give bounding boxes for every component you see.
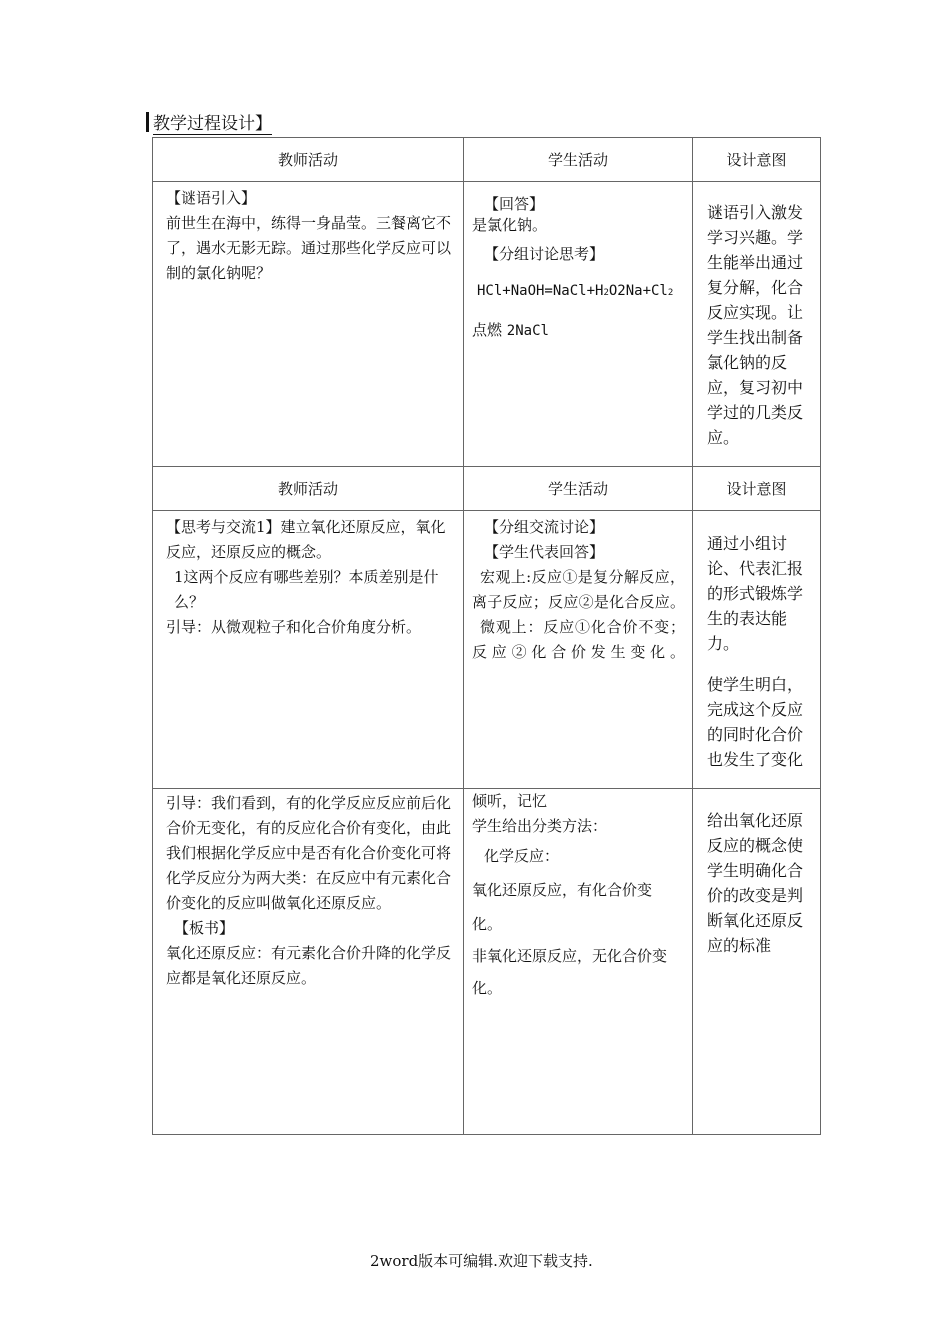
design-intent-cell bbox=[693, 182, 821, 467]
intent-text: 通过小组讨论、代表汇报的形式锻炼学生的表达能力。 bbox=[707, 534, 804, 653]
chemical-reaction-label: 化学反应： bbox=[484, 847, 560, 865]
riddle-label: 【谜语引入】 bbox=[166, 189, 257, 207]
header-design-intent: 设计意图 bbox=[693, 138, 821, 182]
table-row bbox=[153, 511, 821, 789]
ignite-text: 点燃 bbox=[472, 321, 503, 339]
equation-subscript-a: 2 bbox=[603, 288, 609, 298]
section-heading bbox=[146, 112, 272, 135]
header-student-activity: 学生活动 bbox=[464, 138, 693, 182]
design-intent-cell bbox=[693, 789, 821, 1135]
board-label: 【板书】 bbox=[174, 919, 235, 937]
non-redox-line-end: 化。 bbox=[472, 979, 503, 997]
table-row bbox=[153, 182, 821, 467]
guide-text: 引导：从微观粒子和化合价角度分析。 bbox=[166, 618, 422, 636]
guide-text: 引导：我们看到，有的化学反应反应前后化合价无变化，有的反应化合价有变化，由此我们根据化学反应中是否有化合价变化可将化学反应分为两大类：在反应中有元素化合价变化的反应叫做氧化还原反应。 bbox=[166, 794, 452, 912]
heading-bar bbox=[146, 112, 149, 132]
board-text: 氧化还原反应：有元素化合价升降的化学反应都是氧化还原反应。 bbox=[166, 944, 452, 987]
header-student-activity: 学生活动 bbox=[464, 467, 693, 511]
intent-text: 给出氧化还原反应的概念使学生明确化合价的改变是判断氧化还原反应的标准 bbox=[707, 811, 804, 955]
group-discussion-label: 【分组交流讨论】 bbox=[484, 518, 605, 536]
intent-text: 使学生明白，完成这个反应的同时化合价也发生了变化 bbox=[707, 675, 804, 769]
heading-text: 教学过程设计】 bbox=[153, 114, 272, 134]
non-redox-line: 非氧化还原反应，无化合价变 bbox=[472, 947, 668, 965]
page-footer: 2word版本可编辑.欢迎下载支持. bbox=[370, 1252, 593, 1270]
teacher-activity-cell bbox=[153, 511, 464, 789]
header-teacher-activity: 教师活动 bbox=[153, 467, 464, 511]
ignition-line bbox=[472, 318, 685, 344]
product-formula: 2NaCl bbox=[506, 323, 549, 339]
redox-line-end: 化。 bbox=[472, 915, 503, 933]
question-text: 1这两个反应有哪些差别？本质差别是什么？ bbox=[174, 568, 439, 611]
reaction-equation bbox=[472, 279, 685, 306]
answer-text: 是氯化钠。 bbox=[472, 216, 548, 234]
header-design-intent: 设计意图 bbox=[693, 467, 821, 511]
header-teacher-activity: 教师活动 bbox=[153, 138, 464, 182]
design-intent-cell bbox=[693, 511, 821, 789]
table-header-row bbox=[153, 467, 821, 511]
lesson-process-table bbox=[152, 137, 821, 1135]
teacher-activity-cell bbox=[153, 789, 464, 1135]
micro-view-text: 微观上：反应①化合价不变；反应②化合价发生变化。 bbox=[472, 618, 685, 661]
teacher-activity-cell bbox=[153, 182, 464, 467]
equation-part-b: O2Na+Cl bbox=[608, 283, 668, 299]
think-exchange-text: 【思考与交流1】建立氧化还原反应，氧化反应，还原反应的概念。 bbox=[166, 518, 446, 561]
redox-line: 氧化还原反应，有化合价变 bbox=[472, 881, 653, 899]
answer-label: 【回答】 bbox=[484, 195, 545, 213]
riddle-text: 前世生在海中，练得一身晶莹。三餐离它不了，遇水无影无踪。通过那些化学反应可以制的氯化钠呢？ bbox=[166, 214, 452, 282]
macro-view-text: 宏观上:反应①是复分解反应，离子反应；反应②是化合反应。 bbox=[472, 568, 685, 611]
table-header-row bbox=[153, 138, 821, 182]
table-row bbox=[153, 789, 821, 1135]
listen-text: 倾听，记忆 bbox=[472, 792, 548, 810]
student-activity-cell bbox=[464, 182, 693, 467]
student-activity-cell bbox=[464, 789, 693, 1135]
intent-text: 谜语引入激发学习兴趣。学生能举出通过复分解，化合反应实现。让学生找出制备氯化钠的反应，复习初中学过的几类反应。 bbox=[707, 203, 804, 447]
representative-label: 【学生代表回答】 bbox=[484, 543, 605, 561]
equation-subscript-b: 2 bbox=[667, 288, 674, 298]
student-activity-cell bbox=[464, 511, 693, 789]
classification-method-text: 学生给出分类方法： bbox=[472, 817, 608, 835]
equation-part-a: HCl+NaOH=NaCl+H bbox=[477, 283, 604, 299]
discuss-label: 【分组讨论思考】 bbox=[484, 245, 605, 263]
